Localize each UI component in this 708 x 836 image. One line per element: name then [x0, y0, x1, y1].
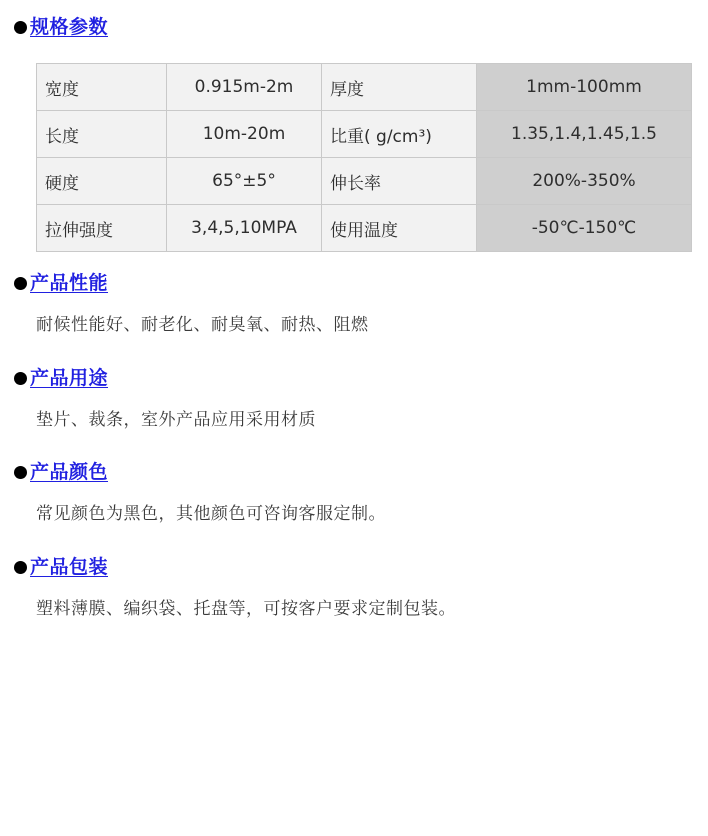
table-row	[37, 205, 692, 252]
spec-label-cell: 拉伸强度	[37, 205, 167, 252]
spec-value-cell: -50℃-150℃	[477, 205, 692, 252]
section-color	[10, 463, 698, 528]
spec-label-cell: 比重( g/cm³)	[322, 111, 477, 158]
section-title-spec: 规格参数	[30, 16, 109, 38]
spec-label-cell: 伸长率	[322, 158, 477, 205]
filled-circle-bullet-icon	[14, 561, 27, 574]
spec-label-cell: 使用温度	[322, 205, 477, 252]
section-body-color: 常见颜色为黑色，其他颜色可咨询客服定制。	[36, 504, 386, 524]
spec-table-wrapper	[36, 63, 698, 252]
spec-value-cell: 1.35,1.4,1.45,1.5	[477, 111, 692, 158]
spec-label-cell: 厚度	[322, 64, 477, 111]
section-body-performance: 耐候性能好、耐老化、耐臭氧、耐热、阻燃	[36, 315, 369, 335]
section-title-performance: 产品性能	[30, 272, 109, 294]
spec-value-cell: 200%-350%	[477, 158, 692, 205]
spec-label-cell: 宽度	[37, 64, 167, 111]
section-usage	[10, 366, 698, 434]
spec-value-cell: 0.915m-2m	[167, 64, 322, 111]
section-body-packaging: 塑料薄膜、编织袋、托盘等，可按客户要求定制包装。	[36, 598, 456, 619]
section-spec	[10, 18, 698, 252]
filled-circle-bullet-icon	[14, 466, 27, 479]
section-title-color: 产品颜色	[30, 461, 109, 483]
table-row	[37, 158, 692, 205]
section-title-packaging: 产品包装	[30, 555, 109, 578]
filled-circle-bullet-icon	[14, 277, 27, 290]
section-heading-color	[14, 463, 698, 482]
spec-label-cell: 长度	[37, 111, 167, 158]
section-heading-spec	[14, 18, 698, 37]
spec-value-cell: 10m-20m	[167, 111, 322, 158]
table-row	[37, 111, 692, 158]
spec-table	[36, 63, 692, 252]
section-body-usage: 垫片、裁条，室外产品应用采用材质	[36, 409, 316, 430]
spec-label-cell: 硬度	[37, 158, 167, 205]
section-heading-packaging	[14, 555, 698, 578]
spec-value-cell: 1mm-100mm	[477, 64, 692, 111]
section-heading-performance	[14, 274, 698, 293]
section-packaging	[10, 555, 698, 623]
filled-circle-bullet-icon	[14, 21, 27, 34]
filled-circle-bullet-icon	[14, 372, 27, 385]
table-row	[37, 64, 692, 111]
section-heading-usage	[14, 366, 698, 389]
section-title-usage: 产品用途	[30, 366, 109, 389]
spec-value-cell: 65°±5°	[167, 158, 322, 205]
section-performance	[10, 274, 698, 339]
spec-value-cell: 3,4,5,10MPA	[167, 205, 322, 252]
